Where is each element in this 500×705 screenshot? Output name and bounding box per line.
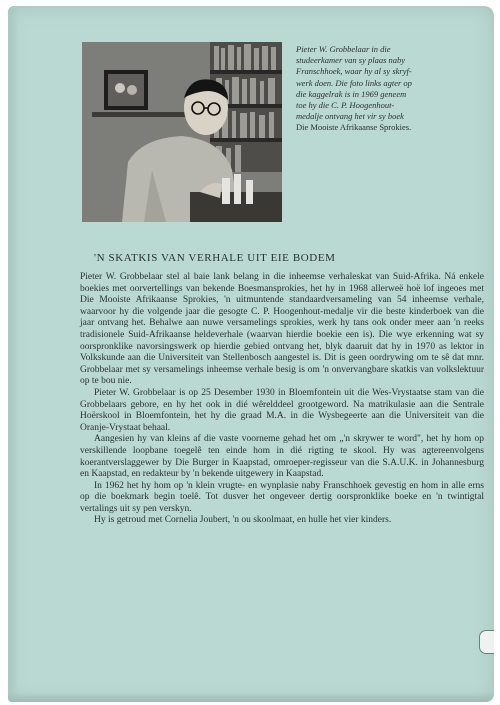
library-label-tab: [479, 630, 494, 654]
paragraph: Hy is getroud met Cornelia Joubert, 'n ou skoolmaat, en hulle het vier kinders.: [94, 515, 392, 526]
caption-line: Franschhoek, waar hy al sy skryf-: [296, 66, 412, 77]
caption-line: Pieter W. Grobbelaar in die: [296, 44, 391, 54]
caption-line: studeerkamer van sy plaas naby: [296, 55, 406, 66]
book-jacket-back: [8, 6, 494, 702]
paragraph: Pieter W. Grobbelaar stel al baie lank belang in die inheemse verhaleskat van Suid-Afrika. Ná enkele boekies met oorvertellings van bekende Boesmansprokies, het hy in 1968 allerweë hoë lof ingeoes met Die Mooiste Afrikaanse Sprokies, 'n uitmuntende standaardversameling van 54 inheemse verhale, waarvoor hy die volgende jaar die gesogte C. P. Hoogenhout-medalje vir die beste kinderboek van die jaar ontvang het. Behalwe aan nuwe versamelings sprokies, werk hy tans ook onder meer aan 'n reeks tradisionele Suid-Afrikaanse heldeverhale (waarvan hierdie boekie een is). Die wye erkenning wat sy oorspronklike navorsingswerk op hierdie gebied ontvang het, blyk daaruit dat hy in 1970 as lektor in Volkskunde aan die Universiteit van Stellenbosch aangestel is. Dit is geen oordrywing om te sê dat mnr. Grobbelaar met sy versamelings inheemse verhale besig is om 'n onvervangbare skatkis van volkslektuur op te bou nie.: [80, 272, 484, 387]
section-heading: 'N SKATKIS VAN VERHALE UIT EIE BODEM: [94, 252, 336, 264]
paragraph: In 1962 het hy hom op 'n klein vrugte- en wynplasie naby Franschhoek gevestig en hom in alle erns op die boekmark begin toelê. Tot dusver het ongeveer dertig oorspronklike boeke en 'n twintigtal vertalings uit sy pen verskyn.: [80, 480, 484, 514]
caption-book-title: Die Mooiste Afrikaanse Sprokies.: [296, 122, 412, 133]
paragraph: Aangesien hy van kleins af die vaste voorneme gehad het om „'n skrywer te word", het hy hom op verskillende loopbane toegelê ten einde hom in dié rigting te skool. Hy was agtereenvolgens koerantverslaggewer by Die Burger in Kaapstad, omroeper-regisseur van die S.A.U.K. in Johannesburg en Kaapstad, en redakteur by 'n bekende uitgewery in Kaapstad.: [80, 434, 484, 480]
caption-line: die kaggelrak is in 1969 geneem: [296, 88, 407, 99]
caption-line: toe hy die C. P. Hoogenhout-: [296, 100, 395, 111]
photo-caption: [296, 44, 484, 134]
jacket-edge-shadow: [8, 6, 18, 702]
paragraph: Pieter W. Grobbelaar is op 25 Desember 1930 in Bloemfontein uit die Wes-Vrystaatse stam van die Grobbelaars gebore, en hy het ook in dié wêrelddeel grootgeword. Na matrikulasie aan die Sentrale Hoërskool in Bloemfontein, het hy die graad M.A. in die Wysbegeerte aan die Universiteit van die Oranje-Vrystaat behaal.: [80, 387, 484, 433]
caption-line: werk doen. Die foto links agter op: [296, 77, 412, 88]
jacket-bottom-wear: [8, 692, 494, 702]
caption-line: medalje ontvang het vir sy boek: [296, 111, 404, 122]
biography-text: [80, 272, 484, 527]
author-photo-illustration: [82, 42, 282, 222]
author-photo: [82, 42, 282, 222]
